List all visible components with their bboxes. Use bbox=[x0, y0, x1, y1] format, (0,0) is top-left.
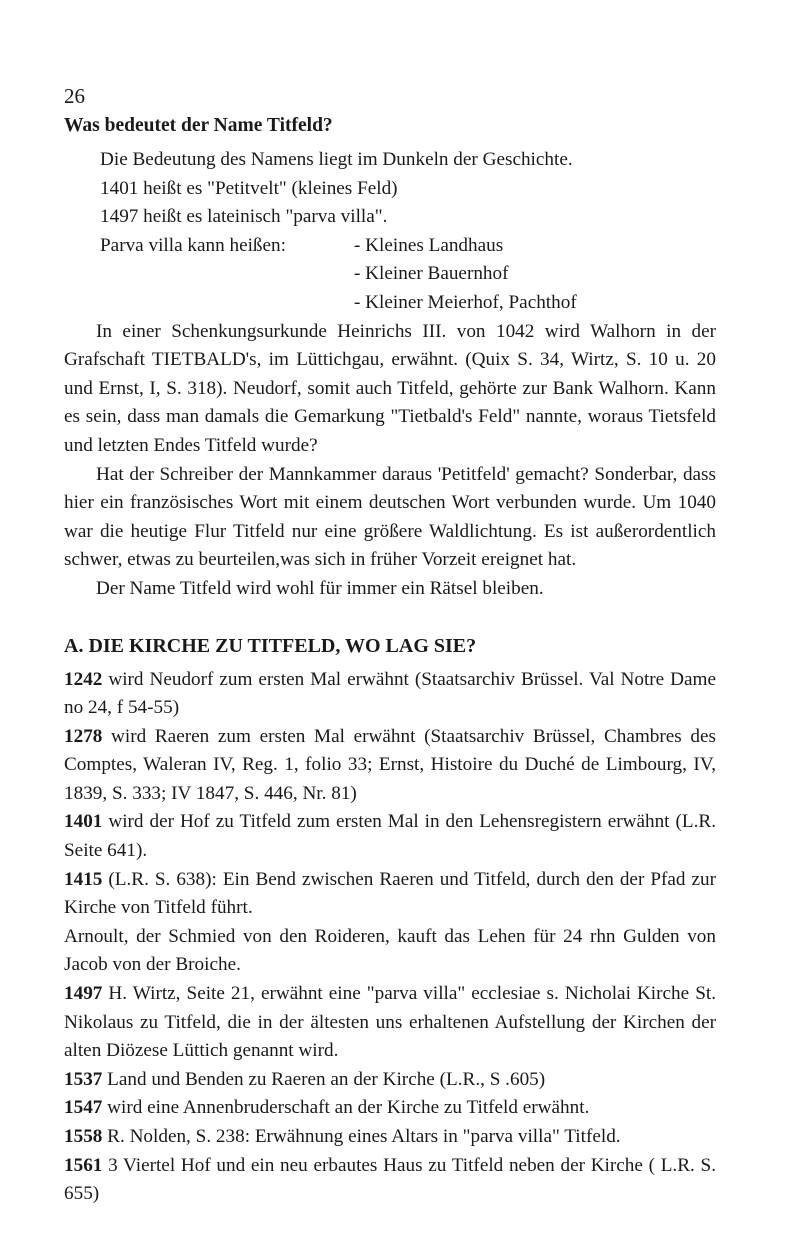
entry-year: 1497 bbox=[64, 983, 103, 1005]
entry-text: R. Nolden, S. 238: Erwähnung eines Altars in "parva villa" Titfeld. bbox=[102, 1126, 621, 1147]
parva-option: - Kleines Landhaus bbox=[354, 234, 504, 256]
entry-text: Arnoult, der Schmied von den Roideren, kauft das Lehen für 24 rhn Gulden von Jacob von der Broiche. bbox=[64, 925, 716, 976]
intro-line: 1401 heißt es "Petitvelt" (kleines Feld) bbox=[100, 177, 398, 199]
parva-options-row bbox=[64, 232, 716, 261]
chronology-entry bbox=[64, 923, 716, 980]
chronology-entry bbox=[64, 980, 716, 1066]
subheading: Was bedeutet der Name Titfeld? bbox=[64, 115, 333, 136]
section-heading: A. DIE KIRCHE ZU TITFELD, WO LAG SIE? bbox=[64, 634, 477, 657]
entry-text: H. Wirtz, Seite 21, erwähnt eine "parva villa" ecclesiae s. Nicholai Kirche St. Nikolaus zu Titfeld, die in der ältesten uns erhaltenen Aufstellung der Kirchen der alten Diözese Lüttich genannt wird. bbox=[64, 983, 716, 1062]
entry-text: wird Neudorf zum ersten Mal erwähnt (Staatsarchiv Brüssel. Val Notre Dame no 24, f 54-55) bbox=[64, 668, 716, 719]
entry-text: wird eine Annenbruderschaft an der Kirche zu Titfeld erwähnt. bbox=[102, 1097, 590, 1119]
entry-year: 1537 bbox=[64, 1068, 103, 1090]
entry-text: wird Raeren zum ersten Mal erwähnt (Staatsarchiv Brüssel, Chambres des Comptes, Waleran IV, Reg. 1, folio 33; Ernst, Histoire du Duché de Limbourg, IV, 1839, S. 333; IV 1847, S. 446, Nr. 81) bbox=[64, 725, 716, 804]
entry-text: (L.R. S. 638): Ein Bend zwischen Raeren und Titfeld, durch den der Pfad zur Kirche von Titfeld führt. bbox=[64, 868, 716, 919]
page-content bbox=[64, 82, 716, 1209]
chronology-entry bbox=[64, 1094, 716, 1123]
chronology-entry bbox=[64, 866, 716, 923]
entry-text: 3 Viertel Hof und ein neu erbautes Haus zu Titfeld neben der Kirche ( L.R. S. 655) bbox=[64, 1154, 716, 1205]
entry-year: 1558 bbox=[64, 1126, 103, 1147]
parva-option: - Kleiner Bauernhof bbox=[354, 263, 509, 285]
parva-option: - Kleiner Meierhof, Pachthof bbox=[354, 291, 577, 313]
parva-options-row bbox=[64, 260, 716, 289]
entry-year: 1415 bbox=[64, 868, 103, 890]
entry-year: 1547 bbox=[64, 1097, 103, 1119]
chronology-entry bbox=[64, 723, 716, 809]
chronology-entry bbox=[64, 666, 716, 723]
chronology-entry bbox=[64, 808, 716, 865]
entry-year: 1401 bbox=[64, 811, 103, 833]
intro-line: 1497 heißt es lateinisch "parva villa". bbox=[100, 206, 388, 228]
chronology-entry bbox=[64, 1066, 716, 1095]
parva-label: Parva villa kann heißen: bbox=[100, 234, 286, 256]
paragraph: Der Name Titfeld wird wohl für immer ein Rätsel bleiben. bbox=[96, 577, 544, 599]
intro-line: Die Bedeutung des Namens liegt im Dunkeln der Geschichte. bbox=[100, 149, 573, 170]
paragraph: Hat der Schreiber der Mannkammer daraus 'Petitfeld' gemacht? Sonderbar, dass hier ein französisches Wort mit einem deutschen Wort verbunden wurde. Um 1040 war die heutige Flur Titfeld nur eine größere Waldlichtung. Es ist außerordentlich schwer, etwas zu beurteilen,was sich in früher Vorzeit ereignet hat. bbox=[64, 463, 716, 571]
chronology-entry bbox=[64, 1152, 716, 1209]
entry-year: 1242 bbox=[64, 668, 103, 690]
entry-year: 1561 bbox=[64, 1154, 103, 1176]
entry-text: Land und Benden zu Raeren an der Kirche (L.R., S .605) bbox=[102, 1068, 546, 1090]
entry-text: wird der Hof zu Titfeld zum ersten Mal in den Lehensregistern erwähnt (L.R. Seite 641). bbox=[64, 811, 716, 862]
parva-options-row bbox=[64, 289, 716, 318]
chronology-entry bbox=[64, 1123, 716, 1152]
entry-year: 1278 bbox=[64, 725, 103, 747]
paragraph: In einer Schenkungsurkunde Heinrichs III. von 1042 wird Walhorn in der Grafschaft TIETBALD's, im Lüttichgau, erwähnt. (Quix S. 34, Wirtz, S. 10 u. 20 und Ernst, I, S. 318). Neudorf, somit auch Titfeld, gehörte zur Bank Walhorn. Kann es sein, dass man damals die Gemarkung "Tietbald's Feld" nannte, woraus Tietsfeld und letzten Endes Titfeld wurde? bbox=[64, 320, 716, 456]
page-number: 26 bbox=[64, 84, 85, 108]
